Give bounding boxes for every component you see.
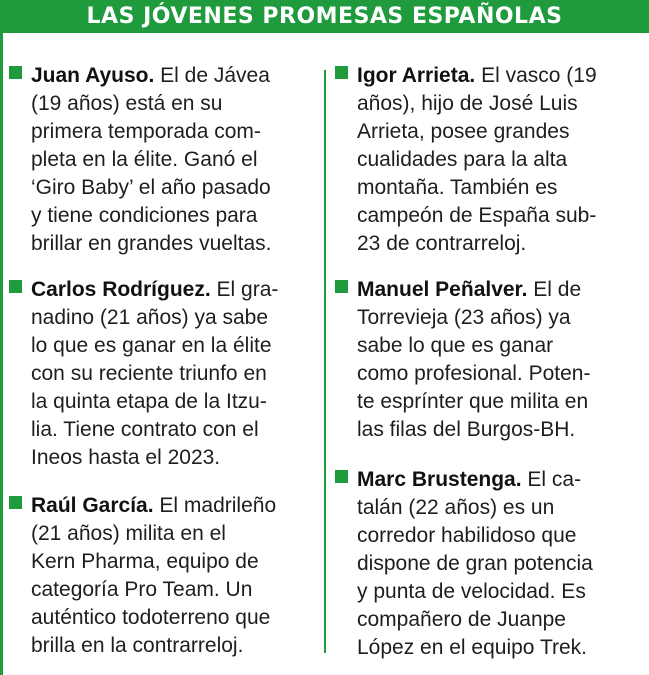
column-divider [324,70,326,653]
page-title: LAS JÓVENES PROMESAS ESPAÑOLAS [0,0,649,33]
bullet-square-icon [335,66,348,79]
entry-line: la quinta etapa de la Itzu- [31,390,267,413]
entry-first-line [357,276,590,304]
entry-line: auténtico todoterreno que [31,606,271,629]
entry-name: Juan Ayuso. [31,64,155,87]
entry-line: (21 años) milita en el [31,522,226,545]
entry-line: años), hijo de José Luis [357,92,578,115]
entry-first-line [31,276,278,304]
entry-name: Igor Arrieta. [357,64,476,87]
entry-line: López en el equipo Trek. [357,636,587,659]
entry-line: nadino (21 años) ya sabe [31,306,268,329]
bullet-square-icon [335,470,348,483]
entry-line: 23 de contrarreloj. [357,232,527,255]
entry-first-line [31,62,271,90]
entry-text: El ca- [521,468,582,491]
entry-name: Carlos Rodríguez. [31,278,211,301]
entry-text: El de Jávea [154,64,270,87]
entry-name: Marc Brustenga. [357,468,522,491]
entry-line: pleta en la élite. Ganó el [31,148,258,171]
entry-line: lo que es ganar en la élite [31,334,272,357]
entry-line: y punta de velocidad. Es [357,580,586,603]
entry-marc-brustenga [357,466,593,662]
entry-line: te esprínter que milita en [357,390,589,413]
entry-first-line [357,466,593,494]
entry-first-line [31,492,276,520]
entry-line: lia. Tiene contrato con el [31,418,259,441]
entry-line: talán (22 años) es un [357,496,555,519]
entry-line: brilla en la contrarreloj. [31,634,244,657]
entry-line: compañero de Juanpe [357,608,566,631]
entry-line: dispone de gran potencia [357,552,593,575]
entry-line: ‘Giro Baby’ el año pasado [31,176,271,199]
entry-line: brillar en grandes vueltas. [31,232,272,255]
entry-line: como profesional. Poten- [357,362,591,385]
entry-name: Manuel Peñalver. [357,278,528,301]
entry-line: con su reciente triunfo en [31,362,267,385]
entry-raul-garcia [31,492,276,660]
entry-first-line [357,62,597,90]
bullet-square-icon [335,280,348,293]
entry-line: montaña. También es [357,176,558,199]
entry-text: El madrileño [153,494,277,517]
entry-line: categoría Pro Team. Un [31,578,253,601]
entry-line: corredor habilidoso que [357,524,577,547]
entry-line: primera temporada com- [31,120,261,143]
entry-line: Ineos hasta el 2023. [31,446,221,469]
entry-line: Torrevieja (23 años) ya [357,306,571,329]
entry-text: El gra- [210,278,279,301]
bullet-square-icon [9,280,22,293]
entry-line: las filas del Burgos-BH. [357,418,576,441]
entry-line: sabe lo que es ganar [357,334,554,357]
entry-line: Arrieta, posee grandes [357,120,570,143]
bullet-square-icon [9,66,22,79]
entry-line: Kern Pharma, equipo de [31,550,259,573]
bullet-square-icon [9,496,22,509]
entry-carlos-rodriguez [31,276,278,472]
entry-igor-arrieta [357,62,597,258]
entry-juan-ayuso [31,62,271,258]
entry-text: El vasco (19 [475,64,597,87]
entry-line: campeón de España sub- [357,204,597,227]
entry-line: cualidades para la alta [357,148,568,171]
entry-manuel-penalver [357,276,590,444]
left-border [0,33,3,675]
entry-line: (19 años) está en su [31,92,223,115]
entry-line: y tiene condiciones para [31,204,258,227]
entry-text: El de [527,278,582,301]
entry-name: Raúl García. [31,494,154,517]
